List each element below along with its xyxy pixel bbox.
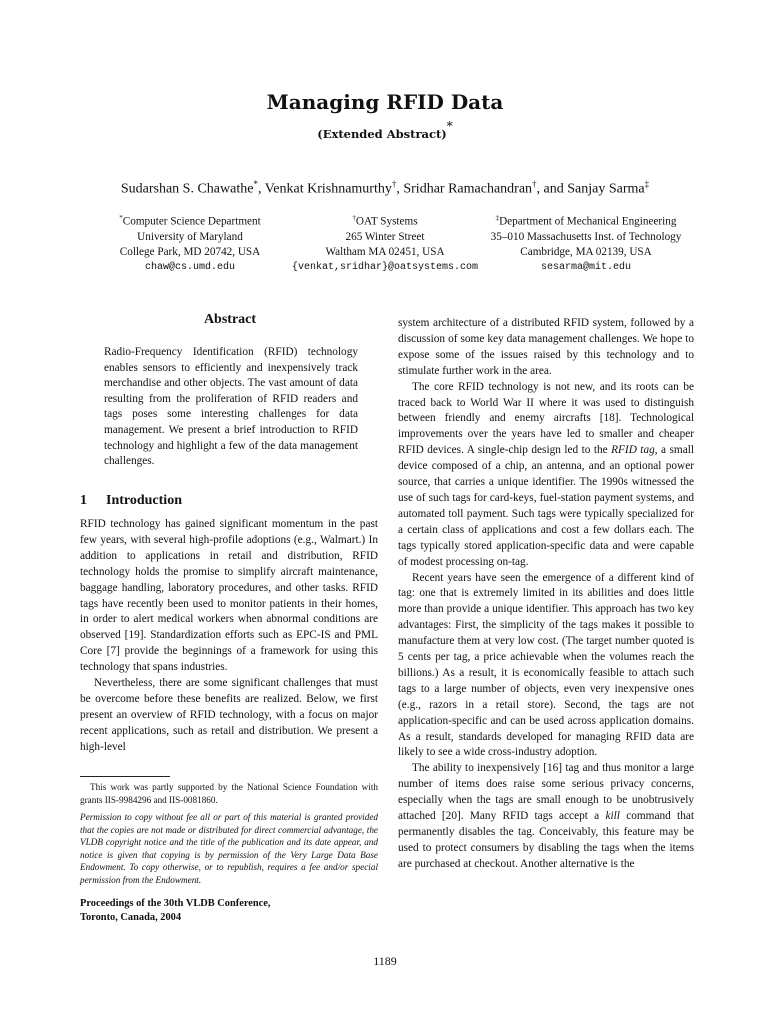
author-list: [0, 179, 770, 198]
affiliation-umd: [80, 211, 300, 275]
proceedings-line: Proceedings of the 30th VLDB Conference,: [80, 898, 271, 909]
paragraph: [398, 761, 694, 872]
author-separator: ,: [257, 181, 265, 197]
author-separator: , and: [536, 181, 568, 197]
affiliation-line: 35–010 Massachusetts Inst. of Technology: [490, 230, 682, 243]
paper-subtitle: [0, 119, 770, 141]
footnote-support: This work was partly supported by the National Science Foundation with grants IIS-9984296 and IIS-0081860.: [80, 782, 378, 805]
author-separator: ,: [396, 181, 404, 197]
section-title: Introduction: [106, 493, 182, 508]
author-mark: *: [253, 179, 258, 189]
affiliation-mark: †: [352, 214, 356, 222]
author-mark: †: [391, 179, 397, 189]
abstract-heading: Abstract: [203, 312, 257, 327]
text-run: The ability to inexpensively [16] tag and thus monitor a large number of items does raise some serious privacy concerns, especially when the tags are small enough to be unobtrusively attached [20]. Many RFID tags accept a: [398, 762, 694, 823]
affiliation-org: OAT Systems: [355, 215, 418, 228]
affiliation-org: Department of Mechanical Engineering: [499, 215, 677, 228]
text-run: , a small device composed of a chip, an antenna, and an optional power source, that carries a unique identifier. The 1990s witnessed the use of such tags for card-keys, fuel-station payment systems, and automated toll payment. Such tags were typically specialized for a certain class of applications and cost a few dollars each. The tags typically stored application-specific data and were capable of modest processing on-tag.: [398, 444, 694, 568]
paper-title: Managing RFID Data: [266, 90, 504, 114]
author-name: Sanjay Sarma: [567, 181, 645, 197]
author-name: Sudarshan S. Chawathe: [120, 181, 254, 197]
paragraph: system architecture of a distributed RFID system, followed by a discussion of some key data management challenges. We hope to expose some of the issues raised by this technology and to stimulate further work in the area.: [398, 317, 694, 377]
author-name: Venkat Krishnamurthy: [264, 181, 392, 197]
proceedings-line: Toronto, Canada, 2004: [80, 912, 182, 923]
email-link[interactable]: {venkat,sridhar}@oatsystems.com: [291, 261, 479, 273]
affiliation-line: College Park, MD 20742, USA: [119, 245, 261, 258]
email-link[interactable]: chaw@cs.umd.edu: [144, 261, 235, 273]
proceedings-note: [80, 897, 378, 925]
subtitle-text: (Extended Abstract): [317, 126, 447, 141]
author-name: Sridhar Ramachandran: [403, 181, 533, 197]
affiliation-line: Cambridge, MA 02139, USA: [520, 245, 652, 258]
subtitle-footnote-mark: *: [446, 119, 453, 133]
affiliation-org: Computer Science Department: [122, 215, 261, 228]
affiliation-mit: [466, 211, 706, 275]
right-column-body: [398, 316, 694, 873]
affiliation-mark: ‡: [495, 214, 500, 222]
emphasis-term: kill: [605, 810, 620, 823]
email-link[interactable]: sesarma@mit.edu: [540, 261, 631, 273]
left-column-body: [80, 517, 378, 756]
author-mark: ‡: [644, 179, 650, 189]
section-heading: [80, 493, 182, 509]
paragraph: Nevertheless, there are some significant challenges that must be overcome before these benefits are realized. Below, we first present an overview of RFID technology, with a focus on major recent applications, such as retail and distribution. We present a high-level: [80, 677, 378, 753]
emphasis-term: RFID tag: [611, 444, 655, 457]
paragraph: RFID technology has gained significant momentum in the past few years, with several high-profile adoptions (e.g., Walmart.) In addition to applications in retail and distribution, RFID technology holds the promise to simplify aircraft maintenance, baggage handling, laboratory procedures, and other tasks. RFID tags have recently been used to monitor patients in their homes, in order to alert medical workers when abnormal conditions are observed [19]. Standardization efforts such as EPC-IS and PML Core [7] provide the beginnings of a framework for using this technology that spans industries.: [80, 518, 378, 674]
footnote-permission: Permission to copy without fee all or part of this material is granted provided that the copies are not made or distributed for direct commercial advantage, the VLDB copyright notice and the title of the publication and its date appear, and notice is given that copying is by permission of the Very Large Data Base Endowment. To copy otherwise, or to republish, requires a fee and/or special permission from the Endowment.: [80, 812, 378, 885]
text-run: command that permanently disables the tag. Conceivably, this feature may be used to protect consumers by disabling the tags when the items are purchased at checkout. Another alternative is the: [398, 810, 694, 870]
paragraph: [398, 380, 694, 571]
paragraph: Recent years have seen the emergence of a different kind of tag: one that is extremely limited in its abilities and does little more than provide a unique identifier. This approach has two key advantages: First, the simplicity of the tags makes it possible to manufacture them at very low cost. (The target number quoted is 5 cents per tag, a price achievable when the volumes reach the billions.) As a result, it is economically feasible to attach such tags to a large number of objects, even very inexpensive ones (e.g., razors in a retail store). Second, the tags are not application-specific and can be used across application domains. As a result, standards developed for managing RFID data are likely to see a wide cross-industry adoption.: [398, 571, 694, 759]
footnote-rule: [80, 776, 170, 777]
author-mark: †: [532, 179, 537, 189]
text-run: The core RFID technology is not new, and its roots can be traced back to World War II where it was used to distinguish between friendly and enemy aircrafts [18]. Technological improvements over the years have led to smaller and cheaper RFID devices. A single-chip design led to the: [398, 380, 694, 457]
affiliation-line: Waltham MA 02451, USA: [325, 245, 445, 258]
affiliation-line: 265 Winter Street: [345, 230, 425, 243]
affiliation-line: University of Maryland: [137, 230, 243, 243]
page-number: 1189: [373, 954, 397, 968]
section-number: 1: [80, 493, 87, 508]
affiliation-mark: *: [119, 214, 123, 222]
abstract-text: Radio-Frequency Identification (RFID) technology enables sensors to efficiently and inexpensively track merchandise and other objects. The vast amount of data resulting from the proliferation of RFID readers and tags poses some interesting challenges for data management. We present a brief introduction to RFID technology and highlight a few of the data management challenges.: [104, 346, 358, 468]
